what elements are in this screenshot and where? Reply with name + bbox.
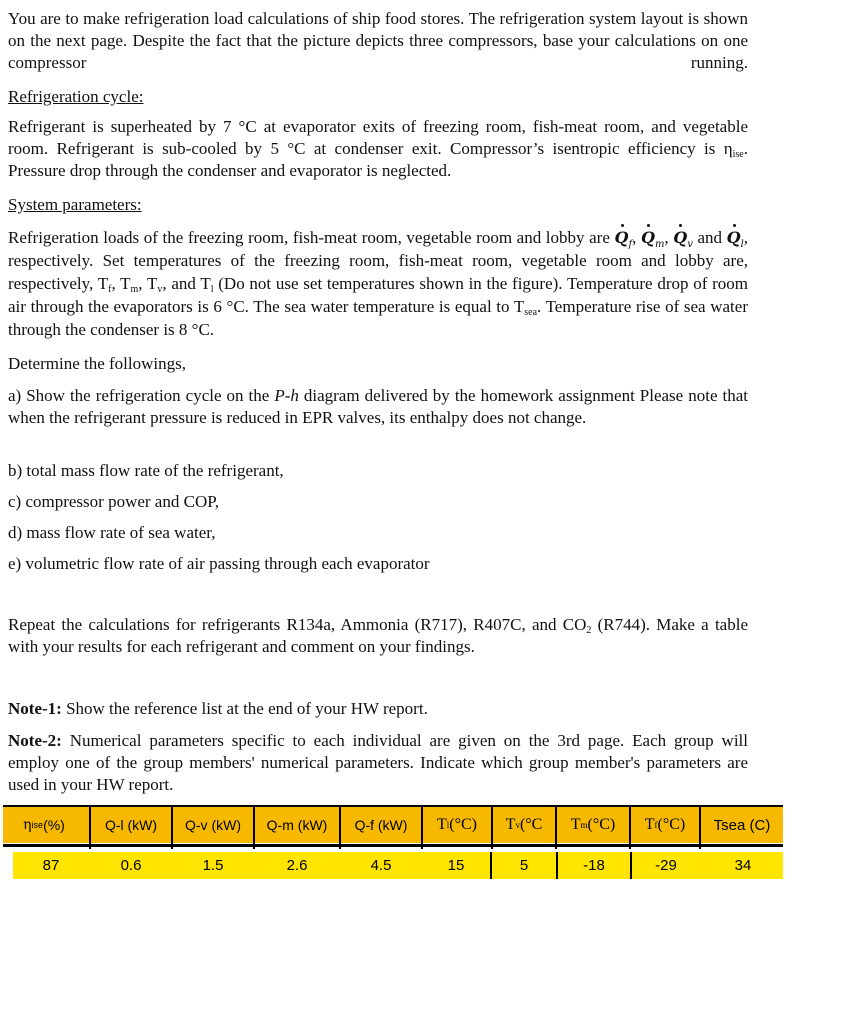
and-word: and bbox=[692, 228, 727, 247]
cycle-heading bbox=[8, 86, 748, 108]
header-tl-t: T bbox=[436, 816, 447, 833]
header-ql: Q-l (kW) bbox=[104, 817, 158, 833]
header-tf-sub: f bbox=[654, 820, 658, 830]
intro-paragraph bbox=[8, 8, 748, 74]
comma: , bbox=[664, 228, 669, 247]
header-tf-t: T bbox=[644, 816, 655, 833]
q-sub-m: m bbox=[654, 239, 665, 250]
item-b bbox=[8, 460, 748, 482]
table-header-row bbox=[3, 805, 783, 843]
note-2-label: Note-2: bbox=[8, 731, 62, 750]
q-symbol: Q bbox=[726, 228, 741, 247]
header-tv-t: T bbox=[505, 816, 516, 833]
header-tm-t: T bbox=[570, 816, 581, 833]
item-d-text: d) mass flow rate of sea water, bbox=[8, 523, 216, 542]
params-text-3: (Do not use set temperatures shown in the figure). Temperature drop of room air through the evaporators is 6 °C. The sea water temperature is equal to T bbox=[8, 274, 749, 316]
item-a-text-1: a) Show the refrigeration cycle on the bbox=[8, 386, 275, 405]
params-paragraph bbox=[8, 226, 748, 341]
table-tick bbox=[491, 841, 493, 849]
header-qm: Q-m (kW) bbox=[266, 817, 328, 833]
cycle-eta-sub: ise bbox=[732, 149, 744, 160]
repeat-text-2: (R744). Make a table with your results for each refrigerant and comment on your findings. bbox=[8, 615, 748, 656]
table-tick bbox=[253, 841, 255, 849]
value-qf: 4.5 bbox=[370, 857, 392, 874]
params-text-4: . Temperature rise of sea water through the condenser is 8 °C. bbox=[8, 297, 748, 339]
cycle-paragraph bbox=[8, 116, 748, 182]
header-tm bbox=[557, 807, 629, 843]
item-b-text: b) total mass flow rate of the refrigerant, bbox=[8, 461, 284, 480]
item-e-text: e) volumetric flow rate of air passing through each evaporator bbox=[8, 554, 430, 573]
t-sub-v: v bbox=[157, 284, 163, 295]
cycle-eta: η bbox=[723, 139, 733, 158]
table-tick bbox=[339, 841, 341, 849]
value-ql: 0.6 bbox=[120, 857, 142, 874]
value-divider bbox=[490, 852, 492, 879]
header-tl bbox=[423, 807, 491, 843]
value-divider bbox=[630, 852, 632, 879]
params-text-2: , respectively. Set temperatures of the freezing room, fish-meat room, vegetable room and lobby are, respectively, T bbox=[8, 228, 749, 293]
q-sub-f: f bbox=[628, 239, 633, 250]
table-tick bbox=[89, 841, 91, 849]
header-tm-unit: (°C) bbox=[587, 816, 616, 833]
q-symbol: Q bbox=[641, 228, 655, 247]
q-sub-v: v bbox=[687, 239, 693, 250]
item-c bbox=[8, 491, 748, 513]
t-sub-sea: sea bbox=[524, 307, 538, 318]
header-tv-unit: (°C bbox=[519, 816, 543, 833]
intro-text: You are to make refrigeration load calculations of ship food stores. The refrigeration system layout is shown on the next page. Despite the fact that the picture depicts three compressors, base your calculations on one compressor running. bbox=[8, 9, 748, 72]
and-t: , and T bbox=[162, 274, 211, 293]
header-eta bbox=[3, 807, 85, 843]
header-qv: Q-v (kW) bbox=[185, 817, 241, 833]
header-tv-sub: v bbox=[515, 820, 520, 830]
co2-sub: 2 bbox=[586, 625, 592, 636]
item-a bbox=[8, 385, 748, 429]
header-tf-unit: (°C) bbox=[657, 816, 686, 833]
comma-t: , T bbox=[138, 274, 158, 293]
header-tv bbox=[493, 807, 555, 843]
header-qf: Q-f (kW) bbox=[354, 817, 408, 833]
header-tf bbox=[631, 807, 699, 843]
header-eta-unit: (%) bbox=[43, 817, 65, 833]
header-eta-symbol: η bbox=[23, 817, 32, 833]
value-tl: 15 bbox=[447, 857, 465, 874]
t-sub-m: m bbox=[130, 284, 139, 295]
note-1 bbox=[8, 698, 748, 720]
value-tf: -29 bbox=[655, 857, 677, 874]
comma: , bbox=[632, 228, 637, 247]
determine-text bbox=[8, 353, 748, 375]
table-tick bbox=[421, 841, 423, 849]
value-qv: 1.5 bbox=[202, 857, 224, 874]
item-c-text: c) compressor power and COP, bbox=[8, 492, 220, 511]
item-a-text-2: diagram delivered by the homework assignment Please note that when the refrigerant pressure is reduced in EPR valves, its enthalpy does not change. bbox=[8, 386, 748, 427]
value-tm: -18 bbox=[583, 857, 605, 874]
comma-t: , T bbox=[111, 274, 131, 293]
t-sub-l: l bbox=[210, 284, 214, 295]
header-tsea: Tsea (C) bbox=[713, 816, 771, 834]
value-tv: 5 bbox=[519, 857, 529, 874]
value-tsea: 34 bbox=[734, 857, 752, 874]
table-tick bbox=[171, 841, 173, 849]
params-heading-text: System parameters: bbox=[8, 195, 142, 214]
cycle-text-1: Refrigerant is superheated by 7 °C at evaporator exits of freezing room, fish-meat room, and vegetable room. Refrigerant is sub-cooled by 5 °C at condenser exit. Compressor’s isentropic efficiency is bbox=[8, 117, 748, 158]
value-eta: 87 bbox=[42, 857, 60, 874]
note-1-label: Note-1: bbox=[8, 699, 62, 718]
repeat-text-1: Repeat the calculations for refrigerants R134a, Ammonia (R717), R407C, and CO bbox=[8, 615, 587, 634]
determine-label: Determine the followings, bbox=[8, 354, 186, 373]
note-2-text: Numerical parameters specific to each individual are given on the 3rd page. Each group will employ one of the group members' numerical parameters. Indicate which group member's parameters are used in your HW report. bbox=[8, 731, 748, 794]
item-e bbox=[8, 553, 748, 575]
cycle-heading-text: Refrigeration cycle: bbox=[8, 87, 144, 106]
value-qm: 2.6 bbox=[286, 857, 308, 874]
item-d bbox=[8, 522, 748, 544]
q-symbol: Q bbox=[673, 228, 688, 247]
header-tl-sub: l bbox=[446, 820, 450, 830]
cycle-text-2: . Pressure drop through the condenser and evaporator is neglected. bbox=[8, 139, 748, 180]
note-1-text: Show the reference list at the end of your HW report. bbox=[61, 699, 428, 718]
params-heading bbox=[8, 194, 748, 216]
table-tick bbox=[699, 841, 701, 849]
value-divider bbox=[556, 852, 558, 879]
table-header-rule bbox=[3, 844, 783, 847]
table-tick bbox=[629, 841, 631, 849]
note-2 bbox=[8, 730, 748, 796]
table-value-row bbox=[13, 852, 783, 879]
parameter-table bbox=[3, 805, 783, 878]
q-sub-l: l bbox=[740, 239, 744, 250]
repeat-paragraph bbox=[8, 614, 748, 658]
header-tm-sub: m bbox=[580, 820, 588, 830]
table-tick bbox=[555, 841, 557, 849]
header-eta-sub: ise bbox=[31, 820, 44, 830]
header-tl-unit: (°C) bbox=[449, 816, 478, 833]
t-sub-f: f bbox=[108, 284, 112, 295]
item-a-ph: P-h bbox=[274, 386, 299, 405]
q-symbol: Q bbox=[614, 228, 629, 247]
params-text-1: Refrigeration loads of the freezing room, fish-meat room, vegetable room and lobby are bbox=[8, 228, 615, 247]
